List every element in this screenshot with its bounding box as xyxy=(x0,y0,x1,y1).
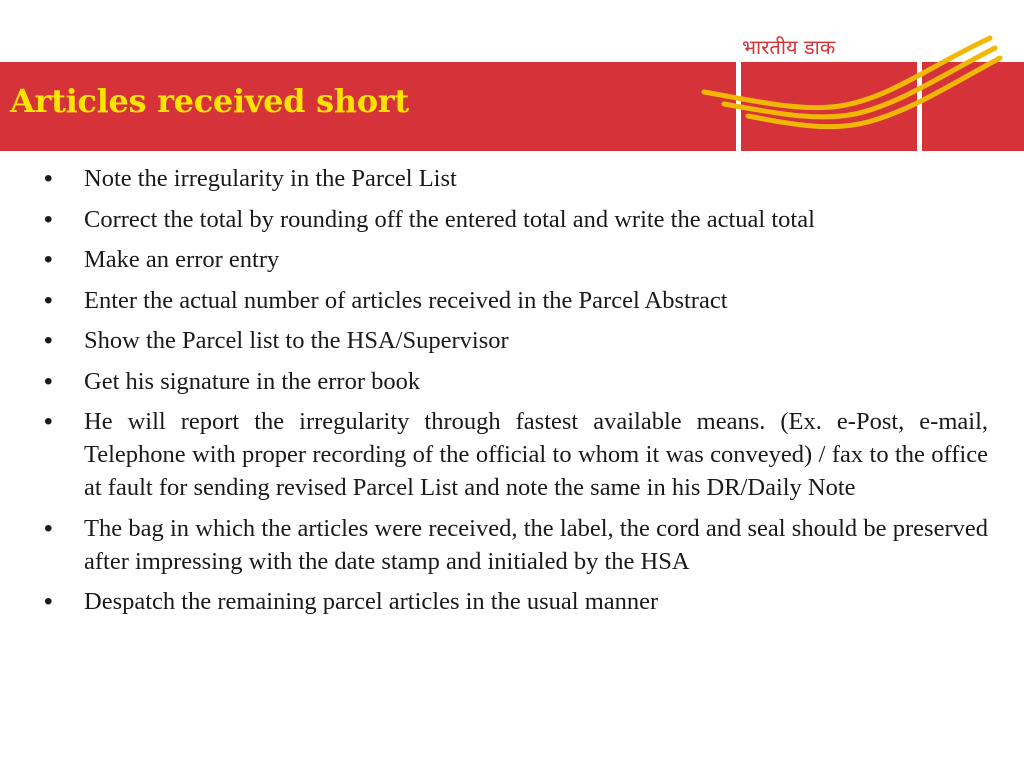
bullet-text: Make an error entry xyxy=(84,246,280,273)
bullet-dot: • xyxy=(44,165,53,192)
india-post-emblem-icon xyxy=(690,0,1024,155)
bullet-item xyxy=(44,405,988,504)
bullet-text: Note the irregularity in the Parcel List xyxy=(84,165,457,192)
bullet-item xyxy=(44,585,988,618)
bullet-dot: • xyxy=(44,286,53,314)
bullet-item xyxy=(44,284,988,317)
india-post-logo xyxy=(690,0,1024,155)
bullet-item xyxy=(44,243,988,276)
bullet-item xyxy=(44,324,988,357)
bullet-item xyxy=(44,203,988,236)
bullet-item xyxy=(44,512,988,578)
bullet-dot: • xyxy=(44,246,53,273)
bullet-dot: • xyxy=(44,514,53,542)
bullet-text: Get his signature in the error book xyxy=(84,367,421,395)
bullet-text: Show the Parcel list to the HSA/Supervisor xyxy=(84,327,509,354)
bullet-text: Correct the total by rounding off the entered total and write the actual total xyxy=(84,205,815,233)
bullet-item xyxy=(44,365,988,398)
logo-hindi-text: भारतीय डाक xyxy=(742,35,836,59)
bullet-dot: • xyxy=(44,588,53,615)
bullet-dot: • xyxy=(44,408,53,435)
bullet-dot: • xyxy=(44,367,53,395)
bullet-dot: • xyxy=(44,205,53,233)
bullet-item xyxy=(44,162,988,195)
slide-title: Articles received short xyxy=(10,82,409,120)
bullet-text: Enter the actual number of articles received in the Parcel Abstract xyxy=(84,286,728,314)
bullet-text: The bag in which the articles were received, the label, the cord and seal should be preserved after impressing with the date stamp and initialed by the HSA xyxy=(84,514,988,575)
bullet-text: He will report the irregularity through fastest available means. (Ex. e-Post, e-mail, Telephone with proper recording of the official to whom it was conveyed) / fax to the office at fault for sending revised Parcel List and note the same in his DR/Daily Note xyxy=(84,408,988,501)
bullet-text: Despatch the remaining parcel articles in the usual manner xyxy=(84,588,659,615)
bullet-dot: • xyxy=(44,327,53,354)
bullet-list xyxy=(44,162,988,626)
